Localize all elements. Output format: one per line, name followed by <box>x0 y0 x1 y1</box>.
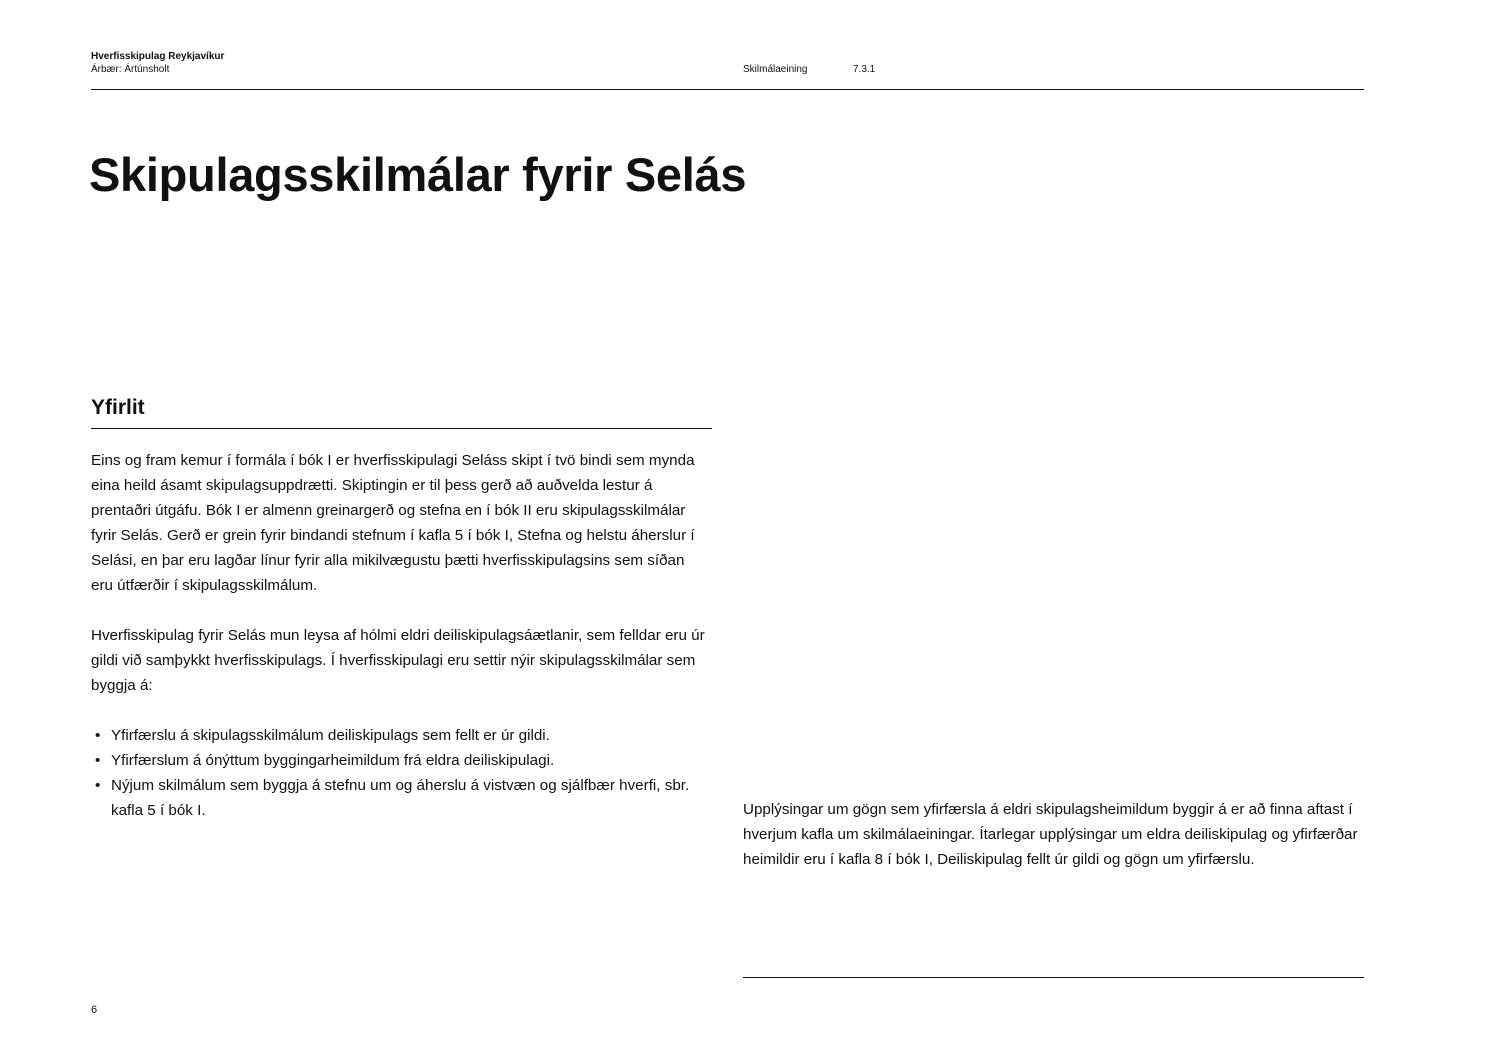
bullet-marker: • <box>95 752 101 769</box>
bullet-marker: • <box>95 727 101 744</box>
header-block <box>91 50 224 76</box>
list-item <box>91 723 709 748</box>
section-divider <box>91 428 712 429</box>
header-divider <box>91 89 1364 90</box>
overview-body <box>91 448 709 823</box>
bullet-marker: • <box>95 777 101 794</box>
bullet-list <box>91 723 709 823</box>
header-section-number: 7.3.1 <box>853 64 876 75</box>
list-item <box>91 748 709 773</box>
header-subtitle: Árbær: Ártúnsholt <box>91 64 170 75</box>
overview-paragraph: Hverfisskipulag fyrir Selás mun leysa af hólmi eldri deiliskipulagsáætlanir, sem felldar eru úr gildi við samþykkt hverfisskipulags. Í hverfisskipulagi eru settir nýir skipulagsskilmálar sem byggja á: <box>91 627 705 694</box>
header-section-label: Skilmálaeining <box>743 64 808 75</box>
footer-divider <box>743 977 1364 978</box>
list-item-text: Yfirfærslu á skipulagsskilmálum deiliskipulags sem fellt er úr gildi. <box>111 727 550 744</box>
page-title: Skipulagsskilmálar fyrir Selás <box>89 148 747 201</box>
page-number: 6 <box>91 1004 98 1016</box>
section-heading: Yfirlit <box>91 396 145 419</box>
list-item-text: Nýjum skilmálum sem byggja á stefnu um og áherslu á vistvæn og sjálfbær hverfi, sbr. kafla 5 í bók I. <box>111 777 690 819</box>
header-title: Hverfisskipulag Reykjavíkur <box>91 51 225 62</box>
side-note <box>743 797 1365 872</box>
list-item-text: Yfirfærslum á ónýttum byggingarheimildum frá eldra deiliskipulagi. <box>111 752 555 769</box>
side-note-text: Upplýsingar um gögn sem yfirfærsla á eldri skipulagsheimildum byggir á er að finna aftast í hverjum kafla um skilmálaeiningar. Ítarlegar upplýsingar um eldra deiliskipulag og yfirfærðar heimildir eru í kafla 8 í bók I, Deiliskipulag fellt úr gildi og gögn um yfirfærslu. <box>743 801 1358 868</box>
list-item <box>91 773 709 823</box>
overview-paragraph: Eins og fram kemur í formála í bók I er hverfisskipulagi Seláss skipt í tvö bindi sem mynda eina heild ásamt skipulagsuppdrætti. Skiptingin er til þess gerð að auðvelda lestur á prentaðri útgáfu. Bók I er almenn greinargerð og stefna en í bók II eru skipulagsskilmálar fyrir Selás. Gerð er grein fyrir bindandi stefnum í kafla 5 í bók I, Stefna og helstu áherslur í Selási, en þar eru lagðar línur fyrir alla mikilvægustu þætti hverfisskipulagsins sem síðan eru útfærðir í skipulagsskilmálum. <box>91 452 695 594</box>
